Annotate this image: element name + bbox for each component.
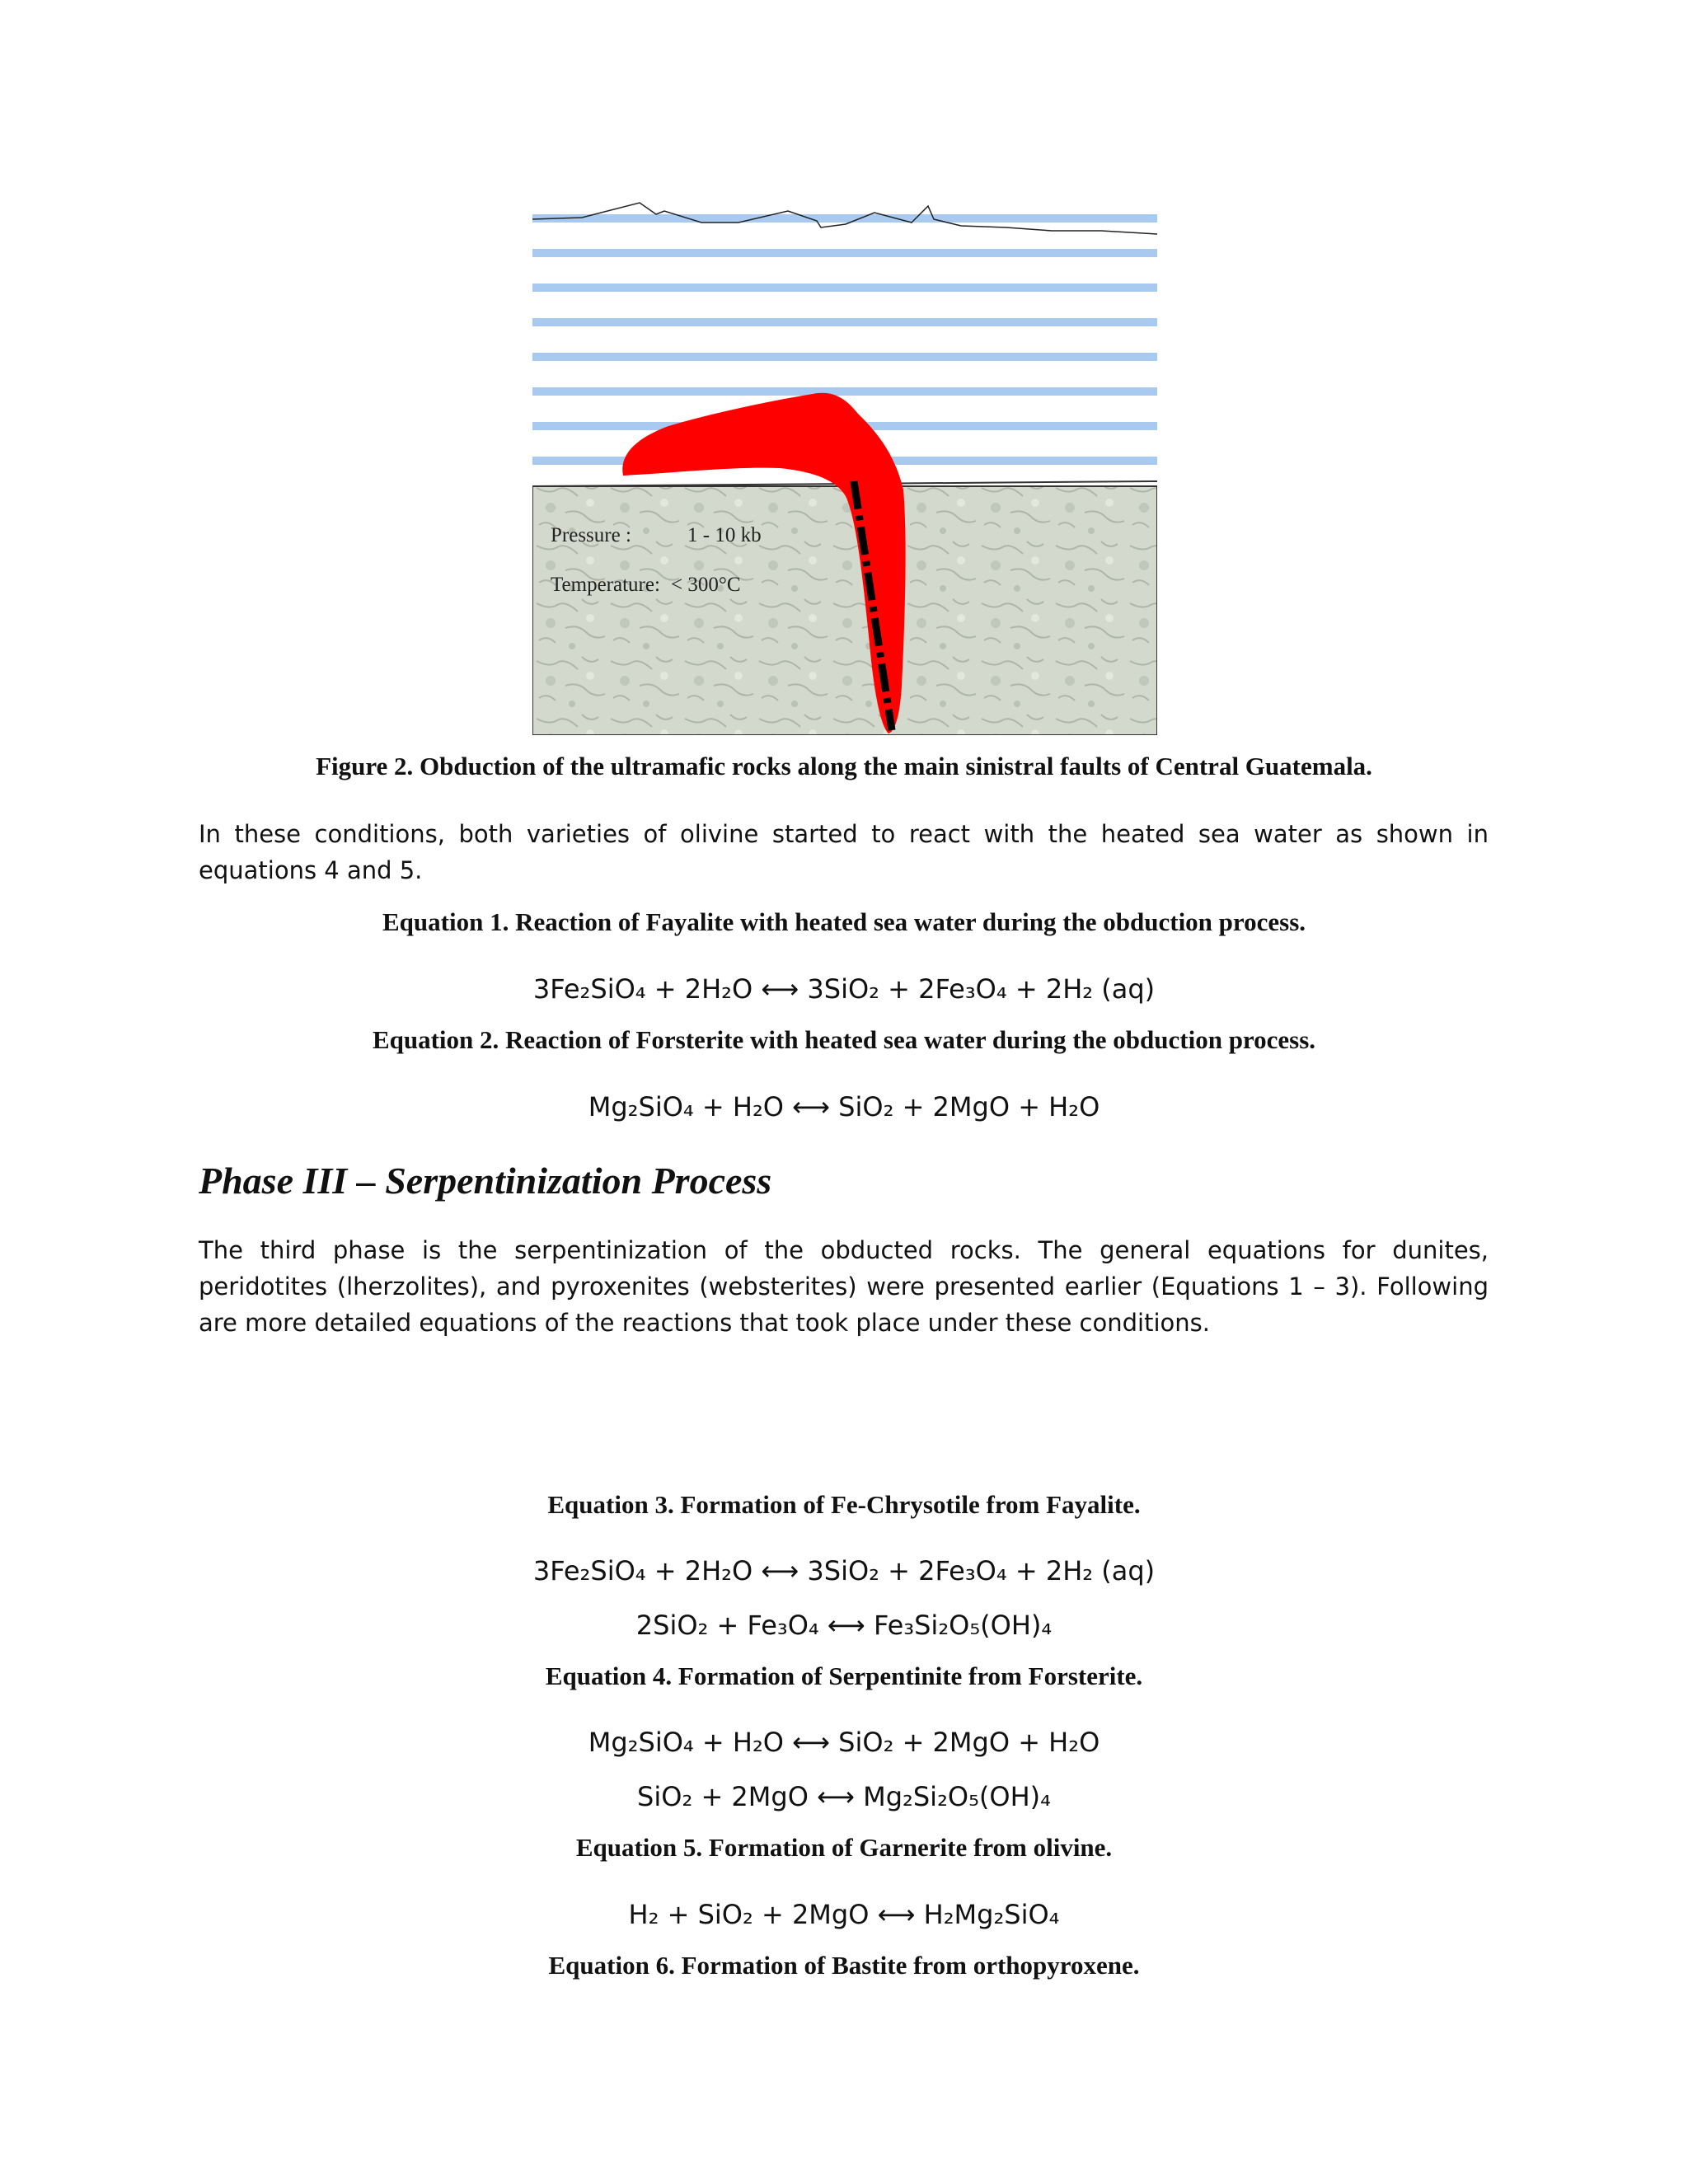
equation-3-formula-1: 3Fe₂SiO₄ + 2H₂O ⟷ 3SiO₂ + 2Fe₃O₄ + 2H₂ (aq) [532, 1555, 1156, 1586]
equation-1-caption: Equation 1. Reaction of Fayalite with heated sea water during the obduction process. [382, 907, 1306, 936]
phase3-paragraph: The third phase is the serpentinization of the obducted rocks. The general equations for dunites, peridotites (lherzolites), and pyroxenites (websterites) were presented earlier (Equations 1 – 3). Following are more detailed equations of the reactions that took place under these conditions. [199, 1236, 1489, 1337]
pressure-label: Pressure : [551, 524, 631, 546]
figure-caption: Figure 2. Obduction of the ultramafic rocks along the main sinistral faults of Central Guatemala. [316, 752, 1372, 780]
temperature-value: < 300°C [671, 574, 741, 596]
equation-2-caption: Equation 2. Reaction of Forsterite with heated sea water during the obduction process. [372, 1025, 1316, 1054]
temperature-label: Temperature: [551, 574, 660, 596]
equation-4-caption: Equation 4. Formation of Serpentinite from Forsterite. [545, 1661, 1143, 1690]
equation-4-formula-2: SiO₂ + 2MgO ⟷ Mg₂Si₂O₅(OH)₄ [637, 1781, 1051, 1812]
equation-1-formula: 3Fe₂SiO₄ + 2H₂O ⟷ 3SiO₂ + 2Fe₃O₄ + 2H₂ (aq) [532, 973, 1156, 1005]
section-heading: Phase III – Serpentinization Process [199, 1160, 772, 1202]
equation-5-formula: H₂ + SiO₂ + 2MgO ⟷ H₂Mg₂SiO₄ [628, 1899, 1060, 1930]
equation-3-formula-2: 2SiO₂ + Fe₃O₄ ⟷ Fe₃Si₂O₅(OH)₄ [635, 1610, 1053, 1641]
obduction-diagram [532, 191, 1157, 735]
equation-5-caption: Equation 5. Formation of Garnerite from olivine. [575, 1833, 1113, 1862]
pressure-value: 1 - 10 kb [687, 524, 762, 546]
equation-2-formula: Mg₂SiO₄ + H₂O ⟷ SiO₂ + 2MgO + H₂O [588, 1091, 1100, 1122]
obduction-figure [532, 191, 1157, 735]
equation-4-formula-1: Mg₂SiO₄ + H₂O ⟷ SiO₂ + 2MgO + H₂O [588, 1727, 1100, 1758]
equation-6-caption: Equation 6. Formation of Bastite from orthopyroxene. [548, 1951, 1140, 1980]
equation-3-caption: Equation 3. Formation of Fe-Chrysotile from Fayalite. [547, 1490, 1141, 1519]
intro-paragraph: In these conditions, both varieties of olivine started to react with the heated sea water as shown in equations 4 and 5. [199, 820, 1489, 884]
